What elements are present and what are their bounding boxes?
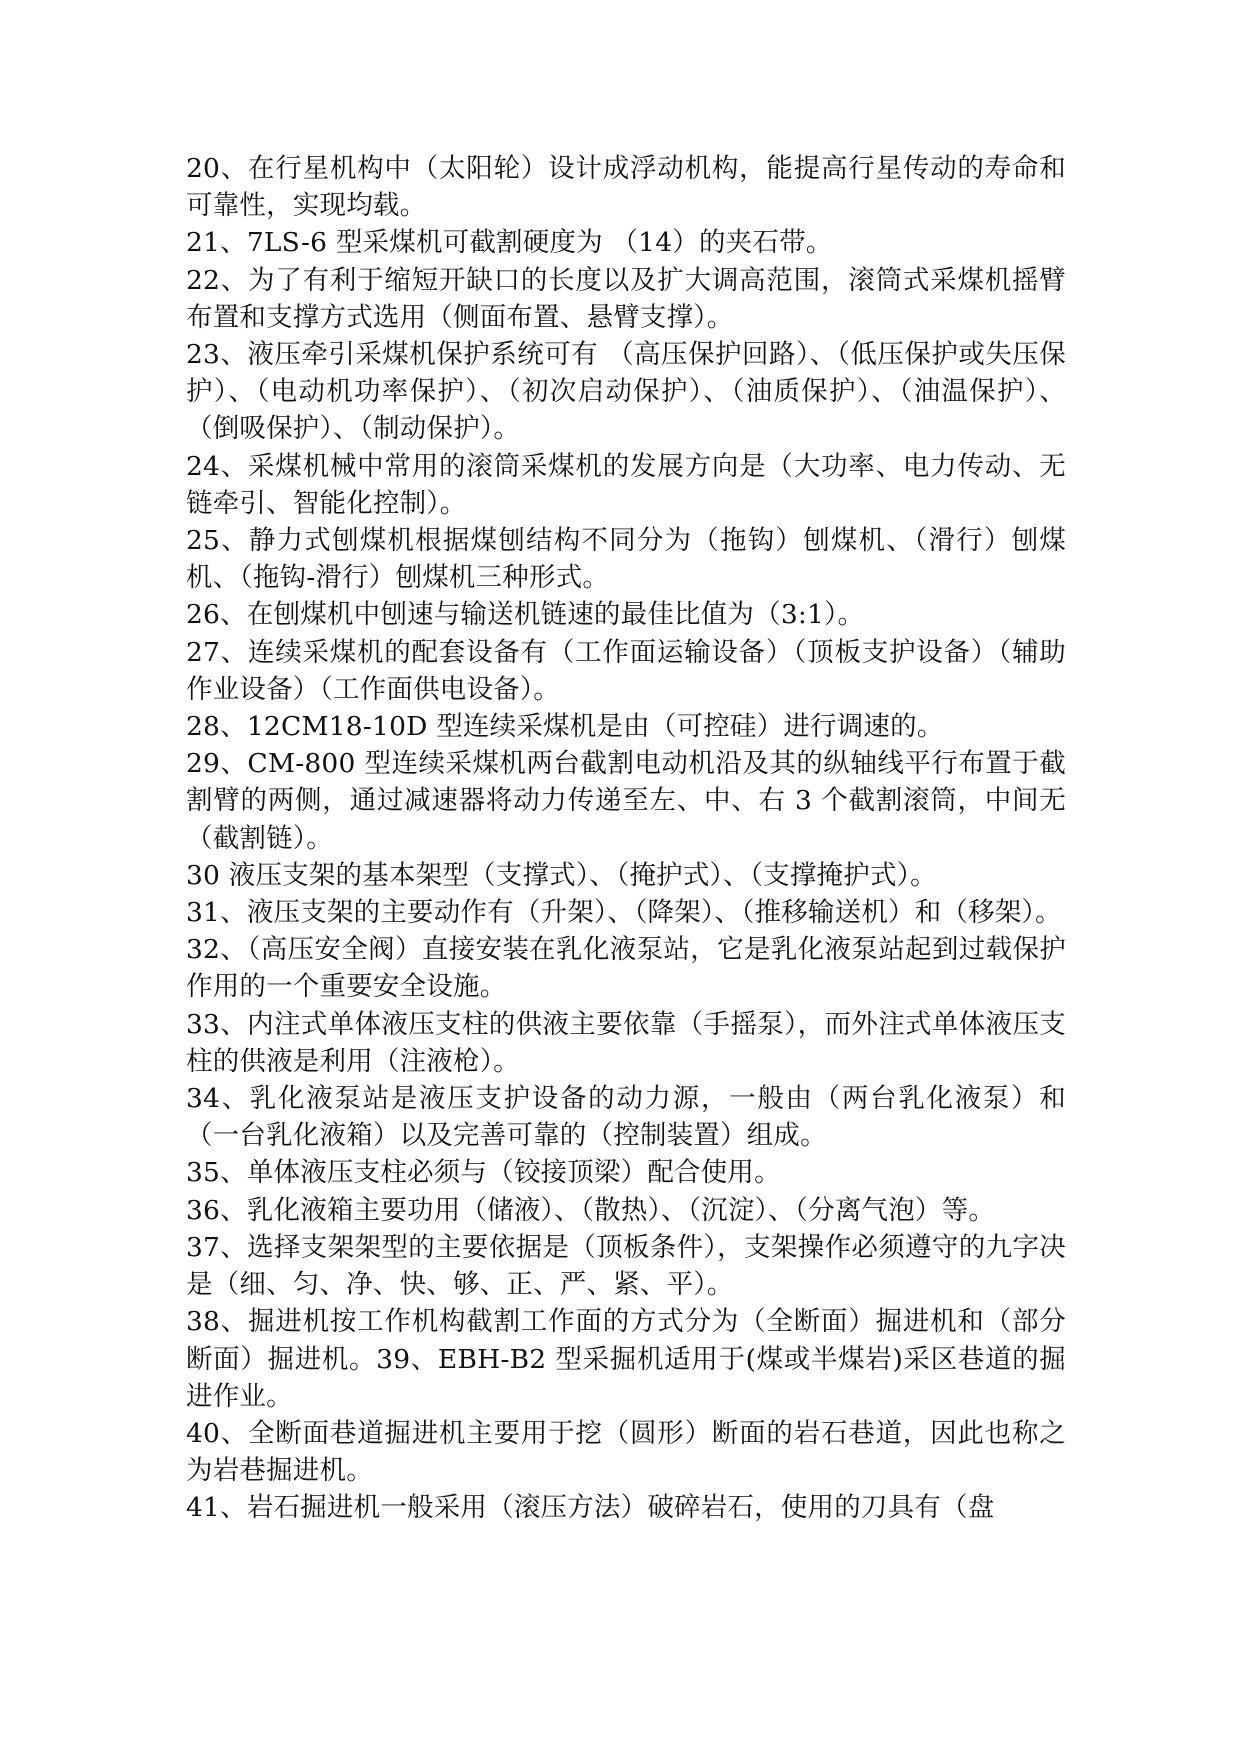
paragraph-29: 29、CM-800 型连续采煤机两台截割电动机沿及其的纵轴线平行布置于截割臂的两侧，通过减速器将动力传递至左、中、右 3 个截割滚筒，中间无（截割链）。 <box>186 748 1066 854</box>
paragraph-20: 20、在行星机构中（太阳轮）设计成浮动机构，能提高行星传动的寿命和可靠性，实现均载。 <box>186 153 1066 222</box>
paragraph-30: 30 液压支架的基本架型（支撑式）、（掩护式）、（支撑掩护式）。 <box>186 859 937 891</box>
paragraph-40: 40、全断面巷道掘进机主要用于挖（圆形）断面的岩石巷道，因此也称之为岩巷掘进机。 <box>186 1417 1066 1487</box>
paragraph-34: 34、乳化液泵站是液压支护设备的动力源，一般由（两台乳化液泵）和（一台乳化液箱）以及完善可靠的（控制装置）组成。 <box>186 1083 1066 1152</box>
paragraph-35: 35、单体液压支柱必须与（铰接顶梁）配合使用。 <box>186 1157 781 1189</box>
paragraph-31: 31、液压支架的主要动作有（升架）、（降架）、（推移输送机）和（移架）。 <box>186 897 1062 929</box>
paragraph-33: 33、内注式单体液压支柱的供液主要依靠（手摇泵），而外注式单体液压支柱的供液是利用（注液枪）。 <box>186 1008 1066 1077</box>
paragraph-37: 37、选择支架架型的主要依据是（顶板条件），支架操作必须遵守的九字决是（细、匀、净、快、够、正、严、紧、平）。 <box>186 1231 1066 1301</box>
paragraph-23: 23、液压牵引采煤机保护系统可有 （高压保护回路）、（低压保护或失压保护）、（电动机功率保护）、（初次启动保护）、（油质保护）、（油温保护）、（倒吸保护）、（制动保护）。 <box>186 339 1066 445</box>
paragraph-27: 27、连续采煤机的配套设备有（工作面运输设备）（顶板支护设备）（辅助作业设备）（工作面供电设备）。 <box>186 636 1066 705</box>
paragraph-32: 32、（高压安全阀）直接安装在乳化液泵站，它是乳化液泵站起到过载保护作用的一个重要安全设施。 <box>186 934 1066 1003</box>
paragraph-22: 22、为了有利于缩短开缺口的长度以及扩大调高范围，滚筒式采煤机摇臂布置和支撑方式选用（侧面布置、悬臂支撑）。 <box>186 264 1066 333</box>
paragraph-41: 41、岩石掘进机一般采用（滚压方法）破碎岩石，使用的刀具有（盘 <box>186 1492 995 1524</box>
paragraph-26: 26、在刨煤机中刨速与输送机链速的最佳比值为（3:1）。 <box>186 599 865 631</box>
paragraph-28: 28、12CM18-10D 型连续采煤机是由（可控硅）进行调速的。 <box>186 711 944 743</box>
paragraph-21: 21、7LS-6 型采煤机可截割硬度为 （14）的夹石带。 <box>186 227 833 259</box>
paragraph-24: 24、采煤机械中常用的滚筒采煤机的发展方向是（大功率、电力传动、无链牵引、智能化控制）。 <box>186 450 1066 519</box>
paragraph-25: 25、静力式刨煤机根据煤刨结构不同分为（拖钩）刨煤机、（滑行）刨煤机、（拖钩-滑行）刨煤机三种形式。 <box>186 525 1066 594</box>
paragraph-36: 36、乳化液箱主要功用（储液）、（散热）、（沉淀）、（分离气泡）等。 <box>186 1194 996 1226</box>
paragraph-38: 38、掘进机按工作机构截割工作面的方式分为（全断面）掘进机和（部分断面）掘进机。39、EBH-B2 型采掘机适用于(煤或半煤岩)采区巷道的掘进作业。 <box>186 1306 1066 1412</box>
document-body <box>186 150 1066 1527</box>
